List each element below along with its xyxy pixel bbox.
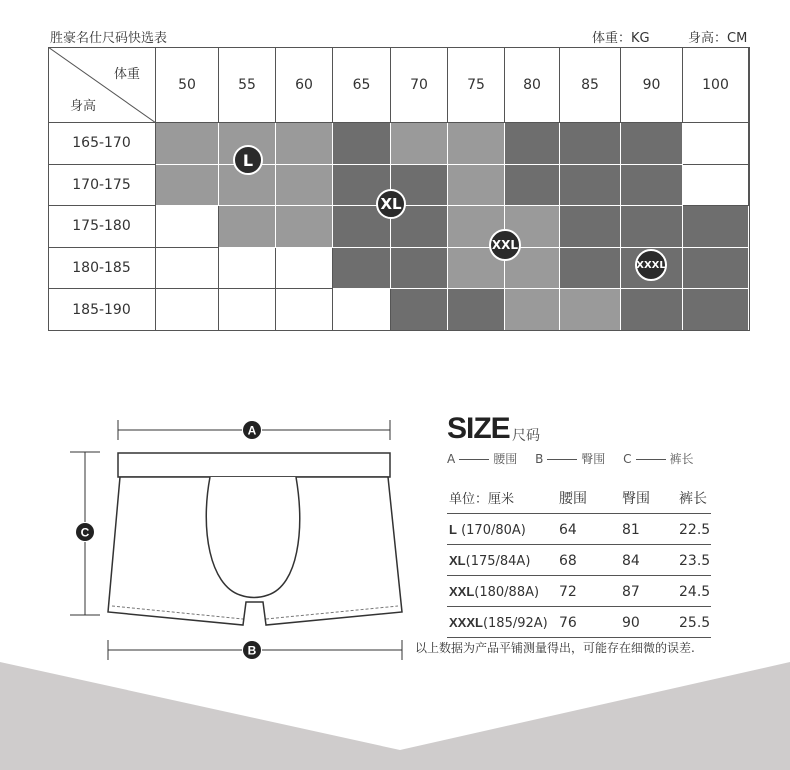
size-cell [448,123,505,165]
weight-header-100: 100 [683,47,749,123]
size-cell [448,165,505,207]
size-cell [276,123,333,165]
size-cell [621,289,683,331]
row-waist: 76 [559,615,577,631]
size-title: SIZE [447,412,510,445]
label-c: C [80,525,90,540]
header-hip: 臀围 [622,491,650,507]
row-spec: (180/88A) [474,585,540,600]
legend-c: C [623,452,632,466]
row-size: XXL [449,584,475,599]
size-badge-xxl: XXL [489,229,521,261]
header-unit: 单位：厘米 [449,492,515,507]
size-cell [683,165,749,207]
size-cell [683,206,749,248]
row-spec: (175/84A) [465,554,531,569]
size-cell [505,289,560,331]
row-size: L [449,522,457,537]
header-length: 裤长 [679,491,707,507]
size-subtitle: 尺码 [512,428,540,444]
size-cell [156,248,219,290]
height-row-label: 175-180 [48,206,156,248]
row-waist: 68 [559,553,577,569]
table-row [447,545,711,576]
size-cell [219,206,276,248]
legend-c-text: 裤长 [669,452,694,466]
size-cell [560,123,621,165]
size-cell [391,123,448,165]
measurement-legend [447,450,694,467]
label-a: A [247,423,257,438]
label-b-badge [243,641,261,659]
legend-a: A [447,452,456,466]
size-cell [621,165,683,207]
weight-header-55: 55 [219,47,276,123]
size-cell [560,165,621,207]
weight-header-90: 90 [621,47,683,123]
size-cell [156,165,219,207]
weight-header-80: 80 [505,47,560,123]
height-unit-label: 身高：CM [688,31,748,46]
height-row-label: 180-185 [48,248,156,290]
row-size: XXXL [449,615,483,630]
weight-header-65: 65 [333,47,391,123]
row-hip: 87 [622,584,640,600]
size-cell [683,289,749,331]
label-c-badge [76,523,94,541]
height-row-label: 165-170 [48,123,156,165]
corner-weight-label: 体重 [114,67,141,82]
weight-header-60: 60 [276,47,333,123]
size-cell [219,289,276,331]
size-cell [219,248,276,290]
size-table-header [447,483,711,514]
size-cell [560,289,621,331]
measurement-note: 以上数据为产品平铺测量得出，可能存在细微的误差. [415,641,695,655]
size-cell [621,123,683,165]
weight-header-85: 85 [560,47,621,123]
size-cell [448,289,505,331]
size-cell [333,289,391,331]
size-cell [156,123,219,165]
size-cell [276,289,333,331]
row-size: XL [449,553,466,568]
size-cell [391,289,448,331]
row-hip: 81 [622,522,640,538]
row-length: 24.5 [679,584,711,600]
height-row-label: 185-190 [48,289,156,331]
weight-header-50: 50 [156,47,219,123]
size-cell [560,206,621,248]
size-cell [560,248,621,290]
corner-diagonal [48,47,156,123]
size-cell [333,123,391,165]
row-hip: 84 [622,553,640,569]
size-cell [276,206,333,248]
size-badge-xl: XL [376,189,406,219]
legend-b-text: 臀围 [581,452,606,466]
size-cell [683,123,749,165]
header-waist: 腰围 [559,491,587,507]
size-cell [333,248,391,290]
row-spec: (170/80A) [456,523,526,538]
size-cell [156,289,219,331]
chart-title: 胜豪名仕尺码快选表 [50,31,168,46]
size-cell [621,206,683,248]
legend-b: B [535,452,544,466]
row-length: 25.5 [679,615,711,631]
size-cell [391,248,448,290]
row-hip: 90 [622,615,640,631]
row-length: 22.5 [679,522,711,538]
weight-header-75: 75 [448,47,505,123]
legend-a-text: 腰围 [493,452,518,466]
size-cell [505,165,560,207]
size-cell [156,206,219,248]
label-a-badge [243,421,261,439]
table-row [447,514,711,545]
table-row [447,576,711,607]
row-waist: 72 [559,584,577,600]
corner-height-label: 身高 [70,99,97,114]
size-cell [276,248,333,290]
shorts-diagram [60,410,410,670]
table-row [447,607,711,638]
size-badge-l: L [233,145,263,175]
row-waist: 64 [559,522,577,538]
label-b: B [247,643,257,658]
size-cell [683,248,749,290]
row-spec: (185/92A) [482,616,548,631]
weight-unit-label: 体重：KG [592,31,650,46]
height-row-label: 170-175 [48,165,156,207]
weight-header-70: 70 [391,47,448,123]
size-selection-grid [48,47,750,331]
row-length: 23.5 [679,553,711,569]
size-badge-xxxl: XXXL [635,249,667,281]
size-table [447,483,711,638]
size-cell [505,123,560,165]
size-cell [276,165,333,207]
